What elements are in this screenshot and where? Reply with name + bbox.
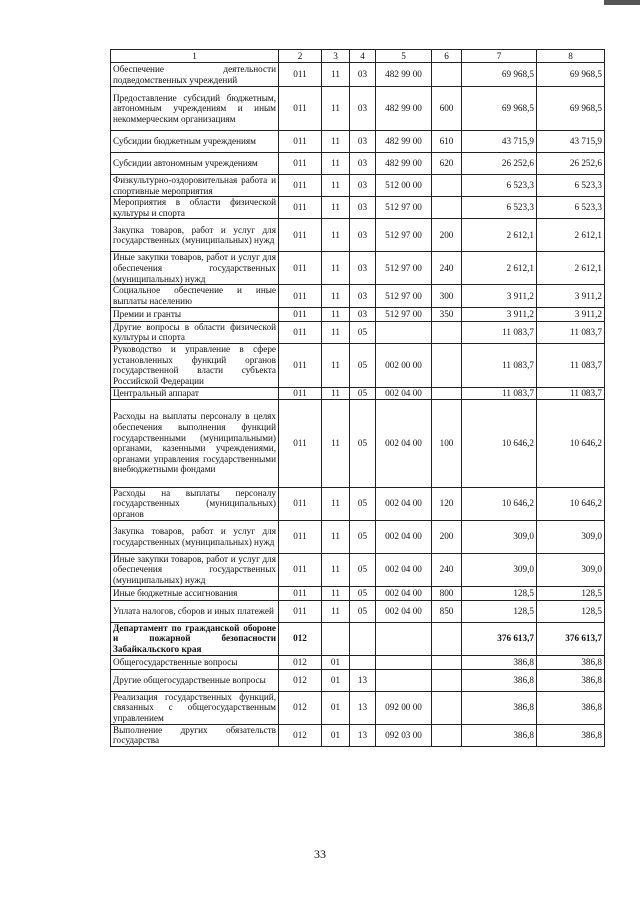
cell-name: Центральный аппарат bbox=[111, 387, 279, 399]
table-body bbox=[111, 63, 605, 747]
cell-subsection bbox=[350, 622, 376, 655]
cell-target-article: 002 04 00 bbox=[376, 387, 432, 399]
cell-expense-type: 800 bbox=[432, 586, 462, 600]
cell-subsection: 03 bbox=[350, 197, 376, 219]
cell-expense-type bbox=[432, 724, 462, 746]
cell-target-article: 512 97 00 bbox=[376, 307, 432, 321]
cell-name: Расходы на выплаты персоналу в целях обеспечения выполнения функций государственными (муниципальными) органами, казенными учреждениями, органами управления государственными внебюджетными фондами bbox=[111, 399, 279, 487]
table-row bbox=[111, 600, 605, 622]
cell-target-article bbox=[376, 655, 432, 669]
cell-section: 11 bbox=[322, 387, 350, 399]
table-row bbox=[111, 387, 605, 399]
cell-section: 11 bbox=[322, 87, 350, 131]
cell-subsection: 05 bbox=[350, 600, 376, 622]
cell-amount-2: 309,0 bbox=[537, 520, 605, 553]
cell-expense-type: 610 bbox=[432, 131, 462, 153]
cell-ministry: 011 bbox=[279, 175, 322, 197]
header-row bbox=[111, 50, 605, 63]
cell-name: Общегосударственные вопросы bbox=[111, 655, 279, 669]
cell-name: Уплата налогов, сборов и иных платежей bbox=[111, 600, 279, 622]
cell-subsection: 03 bbox=[350, 153, 376, 175]
cell-target-article: 482 99 00 bbox=[376, 87, 432, 131]
cell-section: 11 bbox=[322, 343, 350, 387]
cell-amount-1: 2 612,1 bbox=[462, 252, 537, 285]
table-row bbox=[111, 63, 605, 87]
table-row bbox=[111, 153, 605, 175]
cell-target-article bbox=[376, 321, 432, 343]
cell-amount-1: 10 646,2 bbox=[462, 487, 537, 520]
table-row bbox=[111, 553, 605, 586]
cell-amount-2: 11 083,7 bbox=[537, 343, 605, 387]
col-header-1: 1 bbox=[111, 50, 279, 63]
cell-expense-type bbox=[432, 175, 462, 197]
table-row bbox=[111, 175, 605, 197]
table-row bbox=[111, 655, 605, 669]
cell-subsection: 03 bbox=[350, 252, 376, 285]
cell-amount-2: 2 612,1 bbox=[537, 252, 605, 285]
cell-subsection: 05 bbox=[350, 399, 376, 487]
cell-amount-2: 69 968,5 bbox=[537, 63, 605, 87]
cell-expense-type: 600 bbox=[432, 87, 462, 131]
cell-target-article: 092 03 00 bbox=[376, 724, 432, 746]
cell-subsection: 03 bbox=[350, 63, 376, 87]
table-row bbox=[111, 487, 605, 520]
cell-name: Другие вопросы в области физической культуры и спорта bbox=[111, 321, 279, 343]
cell-amount-1: 69 968,5 bbox=[462, 63, 537, 87]
cell-subsection: 03 bbox=[350, 175, 376, 197]
cell-name: Мероприятия в области физической культуры и спорта bbox=[111, 197, 279, 219]
cell-amount-2: 376 613,7 bbox=[537, 622, 605, 655]
cell-ministry: 011 bbox=[279, 600, 322, 622]
cell-ministry: 012 bbox=[279, 724, 322, 746]
cell-name: Субсидии автономным учреждениям bbox=[111, 153, 279, 175]
cell-amount-1: 386,8 bbox=[462, 655, 537, 669]
cell-ministry: 012 bbox=[279, 691, 322, 724]
cell-amount-2: 2 612,1 bbox=[537, 219, 605, 252]
cell-expense-type: 200 bbox=[432, 219, 462, 252]
cell-subsection: 05 bbox=[350, 321, 376, 343]
cell-section: 01 bbox=[322, 669, 350, 691]
cell-amount-2: 386,8 bbox=[537, 691, 605, 724]
cell-amount-1: 128,5 bbox=[462, 586, 537, 600]
cell-expense-type: 120 bbox=[432, 487, 462, 520]
cell-expense-type bbox=[432, 622, 462, 655]
cell-subsection: 05 bbox=[350, 387, 376, 399]
cell-expense-type bbox=[432, 669, 462, 691]
cell-subsection: 13 bbox=[350, 691, 376, 724]
cell-name: Иные закупки товаров, работ и услуг для обеспечения государственных (муниципальных) нужд bbox=[111, 553, 279, 586]
cell-amount-1: 386,8 bbox=[462, 669, 537, 691]
cell-section: 11 bbox=[322, 307, 350, 321]
cell-subsection: 13 bbox=[350, 669, 376, 691]
cell-expense-type: 300 bbox=[432, 285, 462, 307]
cell-expense-type: 240 bbox=[432, 252, 462, 285]
table-row bbox=[111, 252, 605, 285]
table-row bbox=[111, 87, 605, 131]
cell-ministry: 011 bbox=[279, 387, 322, 399]
cell-target-article: 002 00 00 bbox=[376, 343, 432, 387]
cell-expense-type bbox=[432, 387, 462, 399]
cell-amount-2: 10 646,2 bbox=[537, 399, 605, 487]
cell-section: 11 bbox=[322, 586, 350, 600]
cell-amount-2: 69 968,5 bbox=[537, 87, 605, 131]
cell-amount-1: 26 252,6 bbox=[462, 153, 537, 175]
cell-amount-2: 3 911,2 bbox=[537, 285, 605, 307]
cell-amount-1: 128,5 bbox=[462, 600, 537, 622]
cell-expense-type: 100 bbox=[432, 399, 462, 487]
cell-amount-1: 11 083,7 bbox=[462, 321, 537, 343]
cell-ministry: 011 bbox=[279, 520, 322, 553]
table-row bbox=[111, 321, 605, 343]
budget-table bbox=[110, 49, 605, 747]
cell-amount-1: 386,8 bbox=[462, 691, 537, 724]
cell-section: 11 bbox=[322, 520, 350, 553]
cell-expense-type bbox=[432, 655, 462, 669]
cell-amount-2: 309,0 bbox=[537, 553, 605, 586]
cell-amount-1: 3 911,2 bbox=[462, 285, 537, 307]
table-row bbox=[111, 219, 605, 252]
cell-section: 11 bbox=[322, 321, 350, 343]
cell-target-article bbox=[376, 669, 432, 691]
cell-ministry: 011 bbox=[279, 553, 322, 586]
cell-name: Физкультурно-оздоровительная работа и спортивные мероприятия bbox=[111, 175, 279, 197]
cell-amount-1: 11 083,7 bbox=[462, 387, 537, 399]
cell-subsection: 03 bbox=[350, 87, 376, 131]
cell-name: Руководство и управление в сфере установленных функций органов государственной власти субъекта Российской Федерации bbox=[111, 343, 279, 387]
cell-ministry: 011 bbox=[279, 63, 322, 87]
cell-expense-type: 620 bbox=[432, 153, 462, 175]
cell-name: Иные бюджетные ассигнования bbox=[111, 586, 279, 600]
cell-ministry: 011 bbox=[279, 252, 322, 285]
cell-subsection: 05 bbox=[350, 553, 376, 586]
col-header-4: 4 bbox=[350, 50, 376, 63]
col-header-3: 3 bbox=[322, 50, 350, 63]
cell-subsection: 05 bbox=[350, 487, 376, 520]
cell-name: Закупка товаров, работ и услуг для государственных (муниципальных) нужд bbox=[111, 219, 279, 252]
cell-ministry: 011 bbox=[279, 399, 322, 487]
table-row bbox=[111, 131, 605, 153]
table-row bbox=[111, 691, 605, 724]
cell-name: Закупка товаров, работ и услуг для государственных (муниципальных) нужд bbox=[111, 520, 279, 553]
cell-section: 11 bbox=[322, 175, 350, 197]
cell-section: 11 bbox=[322, 197, 350, 219]
cell-expense-type: 200 bbox=[432, 520, 462, 553]
cell-amount-2: 11 083,7 bbox=[537, 321, 605, 343]
cell-target-article: 092 00 00 bbox=[376, 691, 432, 724]
cell-subsection: 03 bbox=[350, 307, 376, 321]
cell-section: 11 bbox=[322, 553, 350, 586]
cell-target-article: 002 04 00 bbox=[376, 553, 432, 586]
cell-amount-1: 309,0 bbox=[462, 520, 537, 553]
cell-amount-1: 376 613,7 bbox=[462, 622, 537, 655]
cell-name: Социальное обеспечение и иные выплаты населению bbox=[111, 285, 279, 307]
table-row bbox=[111, 197, 605, 219]
cell-expense-type bbox=[432, 343, 462, 387]
table-row bbox=[111, 622, 605, 655]
cell-amount-1: 6 523,3 bbox=[462, 197, 537, 219]
cell-expense-type: 850 bbox=[432, 600, 462, 622]
cell-ministry: 011 bbox=[279, 307, 322, 321]
cell-amount-2: 43 715,9 bbox=[537, 131, 605, 153]
cell-target-article: 512 97 00 bbox=[376, 219, 432, 252]
cell-section: 11 bbox=[322, 487, 350, 520]
cell-amount-2: 386,8 bbox=[537, 655, 605, 669]
table-row bbox=[111, 399, 605, 487]
table-row bbox=[111, 586, 605, 600]
cell-name: Обеспечение деятельности подведомственных учреждений bbox=[111, 63, 279, 87]
cell-section: 11 bbox=[322, 219, 350, 252]
cell-target-article: 002 04 00 bbox=[376, 399, 432, 487]
cell-name: Выполнение других обязательств государства bbox=[111, 724, 279, 746]
cell-amount-2: 386,8 bbox=[537, 669, 605, 691]
cell-amount-1: 6 523,3 bbox=[462, 175, 537, 197]
cell-amount-1: 386,8 bbox=[462, 724, 537, 746]
cell-ministry: 012 bbox=[279, 655, 322, 669]
col-header-5: 5 bbox=[376, 50, 432, 63]
table-row bbox=[111, 520, 605, 553]
cell-amount-2: 11 083,7 bbox=[537, 387, 605, 399]
cell-target-article: 002 04 00 bbox=[376, 600, 432, 622]
cell-name: Иные закупки товаров, работ и услуг для обеспечения государственных (муниципальных) нужд bbox=[111, 252, 279, 285]
cell-ministry: 012 bbox=[279, 669, 322, 691]
cell-expense-type bbox=[432, 197, 462, 219]
table-row bbox=[111, 307, 605, 321]
cell-amount-1: 2 612,1 bbox=[462, 219, 537, 252]
cell-name: Предоставление субсидий бюджетным, автономным учреждениям и иным некоммерческим организациям bbox=[111, 87, 279, 131]
cell-amount-1: 11 083,7 bbox=[462, 343, 537, 387]
cell-ministry: 011 bbox=[279, 343, 322, 387]
cell-amount-2: 26 252,6 bbox=[537, 153, 605, 175]
cell-section: 11 bbox=[322, 252, 350, 285]
cell-target-article: 512 97 00 bbox=[376, 197, 432, 219]
cell-amount-1: 69 968,5 bbox=[462, 87, 537, 131]
cell-section: 11 bbox=[322, 63, 350, 87]
col-header-7: 7 bbox=[462, 50, 537, 63]
cell-section: 01 bbox=[322, 724, 350, 746]
cell-amount-1: 309,0 bbox=[462, 553, 537, 586]
cell-section: 11 bbox=[322, 285, 350, 307]
cell-section: 11 bbox=[322, 600, 350, 622]
table-row bbox=[111, 343, 605, 387]
cell-ministry: 011 bbox=[279, 87, 322, 131]
cell-target-article bbox=[376, 622, 432, 655]
cell-target-article: 512 00 00 bbox=[376, 175, 432, 197]
cell-name: Департамент по гражданской обороне и пожарной безопасности Забайкальского края bbox=[111, 622, 279, 655]
cell-ministry: 011 bbox=[279, 487, 322, 520]
cell-target-article: 482 99 00 bbox=[376, 153, 432, 175]
cell-name: Премии и гранты bbox=[111, 307, 279, 321]
cell-subsection: 03 bbox=[350, 285, 376, 307]
cell-expense-type: 240 bbox=[432, 553, 462, 586]
cell-subsection: 05 bbox=[350, 520, 376, 553]
cell-amount-2: 128,5 bbox=[537, 586, 605, 600]
cell-subsection bbox=[350, 655, 376, 669]
cell-section: 01 bbox=[322, 655, 350, 669]
cell-subsection: 13 bbox=[350, 724, 376, 746]
cell-subsection: 03 bbox=[350, 219, 376, 252]
cell-ministry: 011 bbox=[279, 131, 322, 153]
cell-amount-1: 43 715,9 bbox=[462, 131, 537, 153]
cell-amount-2: 10 646,2 bbox=[537, 487, 605, 520]
scan-edge-mark bbox=[604, 0, 640, 5]
cell-section: 11 bbox=[322, 131, 350, 153]
cell-ministry: 012 bbox=[279, 622, 322, 655]
table-row bbox=[111, 285, 605, 307]
cell-amount-1: 3 911,2 bbox=[462, 307, 537, 321]
cell-target-article: 002 04 00 bbox=[376, 586, 432, 600]
cell-expense-type bbox=[432, 321, 462, 343]
cell-target-article: 512 97 00 bbox=[376, 252, 432, 285]
cell-amount-2: 128,5 bbox=[537, 600, 605, 622]
cell-section: 01 bbox=[322, 691, 350, 724]
cell-amount-2: 3 911,2 bbox=[537, 307, 605, 321]
cell-target-article: 482 99 00 bbox=[376, 131, 432, 153]
cell-ministry: 011 bbox=[279, 586, 322, 600]
cell-amount-2: 6 523,3 bbox=[537, 197, 605, 219]
cell-ministry: 011 bbox=[279, 285, 322, 307]
cell-target-article: 512 97 00 bbox=[376, 285, 432, 307]
cell-expense-type: 350 bbox=[432, 307, 462, 321]
cell-target-article: 482 99 00 bbox=[376, 63, 432, 87]
cell-subsection: 05 bbox=[350, 586, 376, 600]
table-row bbox=[111, 724, 605, 746]
cell-subsection: 03 bbox=[350, 131, 376, 153]
cell-target-article: 002 04 00 bbox=[376, 487, 432, 520]
table-row bbox=[111, 669, 605, 691]
cell-name: Расходы на выплаты персоналу государственных (муниципальных) органов bbox=[111, 487, 279, 520]
cell-subsection: 05 bbox=[350, 343, 376, 387]
cell-ministry: 011 bbox=[279, 197, 322, 219]
cell-amount-2: 6 523,3 bbox=[537, 175, 605, 197]
cell-section: 11 bbox=[322, 153, 350, 175]
col-header-8: 8 bbox=[537, 50, 605, 63]
col-header-6: 6 bbox=[432, 50, 462, 63]
page-number: 33 bbox=[314, 847, 326, 861]
cell-name: Реализация государственных функций, связанных с общегосударственным управлением bbox=[111, 691, 279, 724]
cell-amount-2: 386,8 bbox=[537, 724, 605, 746]
cell-section: 11 bbox=[322, 399, 350, 487]
cell-target-article: 002 04 00 bbox=[376, 520, 432, 553]
col-header-2: 2 bbox=[279, 50, 322, 63]
cell-amount-1: 10 646,2 bbox=[462, 399, 537, 487]
cell-ministry: 011 bbox=[279, 321, 322, 343]
cell-ministry: 011 bbox=[279, 153, 322, 175]
cell-expense-type bbox=[432, 691, 462, 724]
cell-name: Другие общегосударственные вопросы bbox=[111, 669, 279, 691]
cell-expense-type bbox=[432, 63, 462, 87]
cell-ministry: 011 bbox=[279, 219, 322, 252]
cell-name: Субсидии бюджетным учреждениям bbox=[111, 131, 279, 153]
cell-section bbox=[322, 622, 350, 655]
